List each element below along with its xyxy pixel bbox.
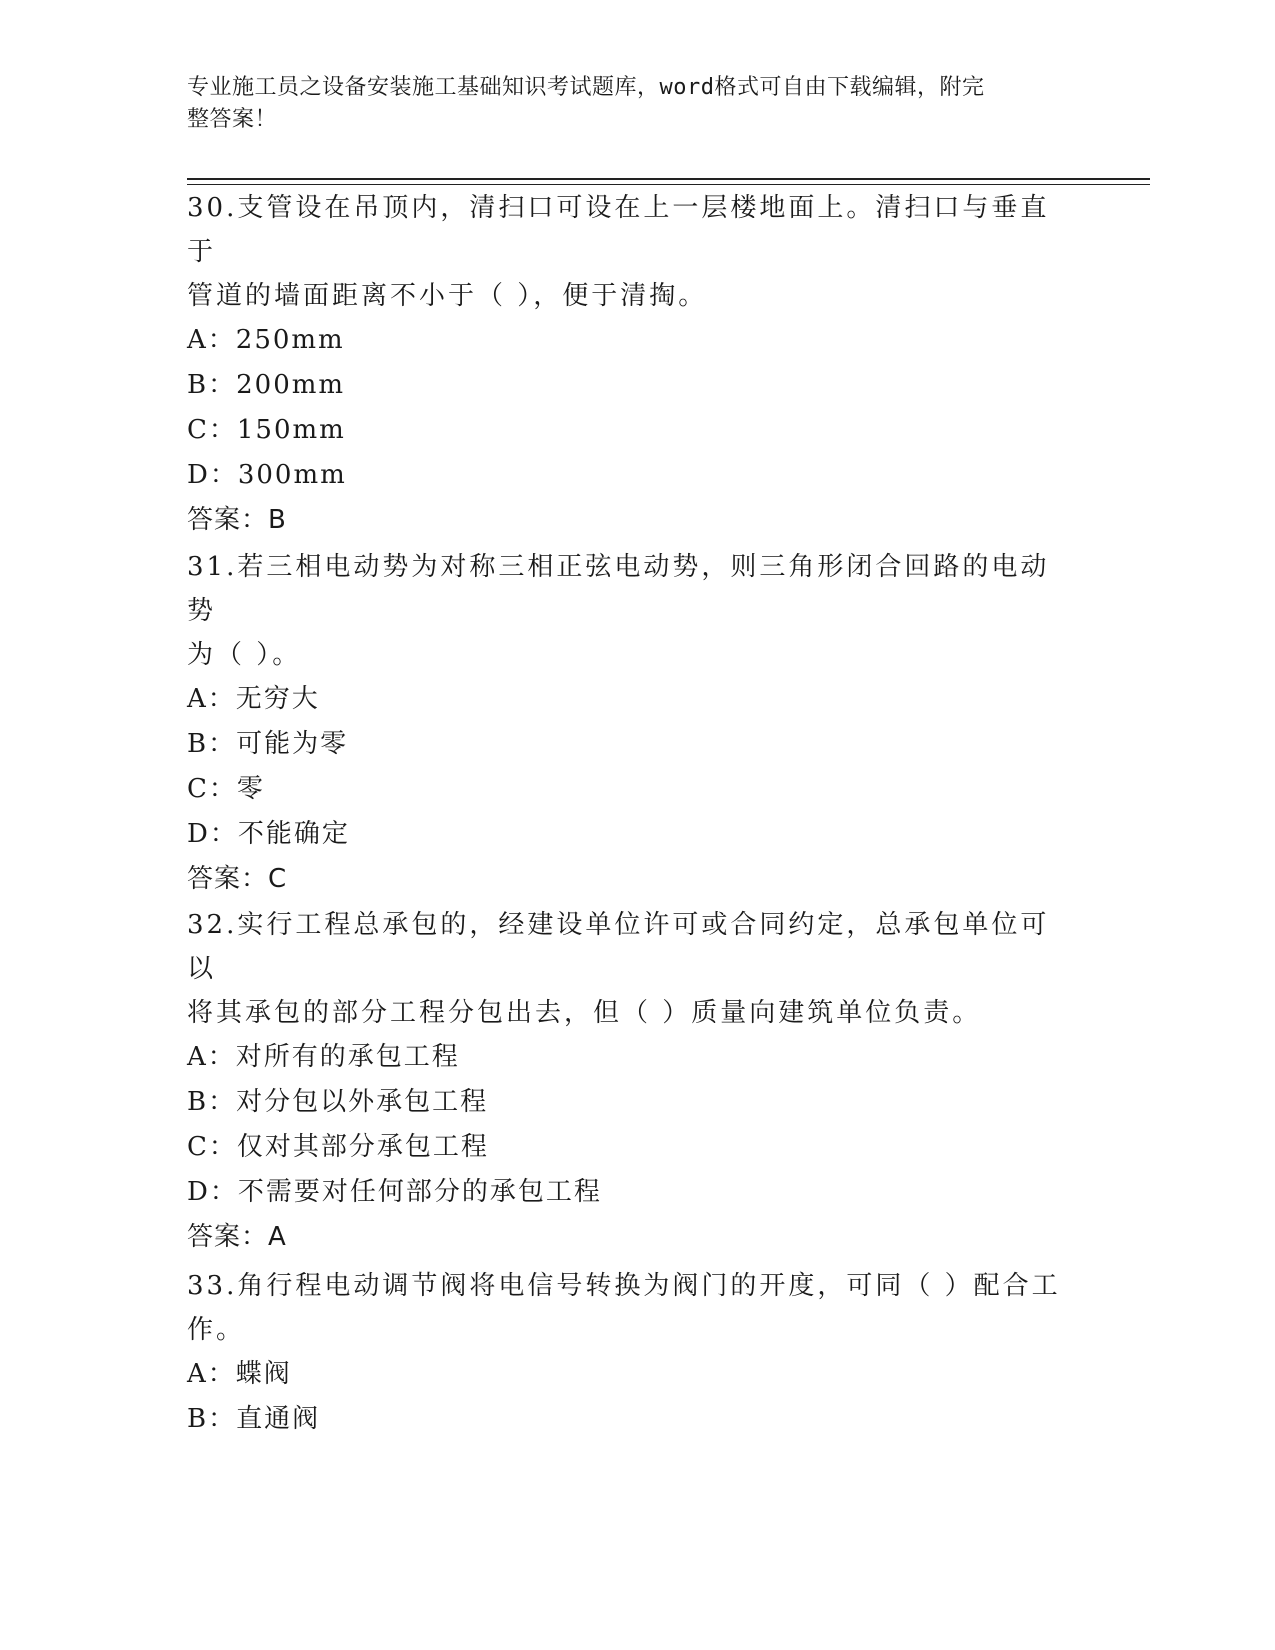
option-c: C：仅对其部分承包工程 — [187, 1132, 489, 1162]
question-text — [187, 545, 1067, 677]
answer: 答案：B — [187, 505, 287, 535]
question-32 — [187, 903, 1087, 1259]
option-d: D：300mm — [187, 460, 347, 490]
question-text-line-2: 将其承包的部分工程分包出去，但（ ）质量向建筑单位负责。 — [187, 998, 982, 1028]
header-line-1: 专业施工员之设备安装施工基础知识考试题库，word格式可自由下载编辑，附完 — [187, 75, 985, 100]
question-33 — [187, 1264, 1087, 1442]
question-text-line-1: 31.若三相电动势为对称三相正弦电动势，则三角形闭合回路的电动势 — [187, 552, 1050, 626]
question-text-line-2: 作。 — [187, 1315, 246, 1345]
answer: 答案：C — [187, 864, 288, 894]
question-text — [187, 1264, 1067, 1352]
option-b: B：可能为零 — [187, 729, 349, 759]
question-text-line-2: 为（ ）。 — [187, 640, 302, 670]
header-line-2: 整答案！ — [187, 107, 278, 132]
option-d: D：不能确定 — [187, 819, 350, 849]
question-text-line-1: 30.支管设在吊顶内，清扫口可设在上一层楼地面上。清扫口与垂直于 — [187, 193, 1050, 267]
option-a: A：蝶阀 — [187, 1359, 292, 1389]
question-text-line-1: 32.实行工程总承包的，经建设单位许可或合同约定，总承包单位可以 — [187, 910, 1050, 984]
option-c: C：150mm — [187, 415, 346, 445]
question-text-line-2: 管道的墙面距离不小于（ ），便于清掏。 — [187, 281, 708, 311]
question-30 — [187, 186, 1087, 542]
header-divider-thin — [187, 184, 1150, 185]
option-a: A：250mm — [187, 325, 345, 355]
question-text — [187, 903, 1067, 1035]
option-d: D：不需要对任何部分的承包工程 — [187, 1177, 602, 1207]
document-header — [187, 72, 1067, 136]
question-31 — [187, 545, 1087, 901]
question-text-line-1: 33.角行程电动调节阀将电信号转换为阀门的开度，可同（ ）配合工 — [187, 1271, 1061, 1301]
header-divider-thick — [187, 178, 1150, 180]
question-text — [187, 186, 1067, 318]
option-b: B：直通阀 — [187, 1404, 321, 1434]
option-a: A：无穷大 — [187, 684, 320, 714]
option-b: B：200mm — [187, 370, 346, 400]
option-b: B：对分包以外承包工程 — [187, 1087, 489, 1117]
option-a: A：对所有的承包工程 — [187, 1042, 460, 1072]
option-c: C：零 — [187, 774, 265, 804]
answer: 答案：A — [187, 1222, 287, 1252]
